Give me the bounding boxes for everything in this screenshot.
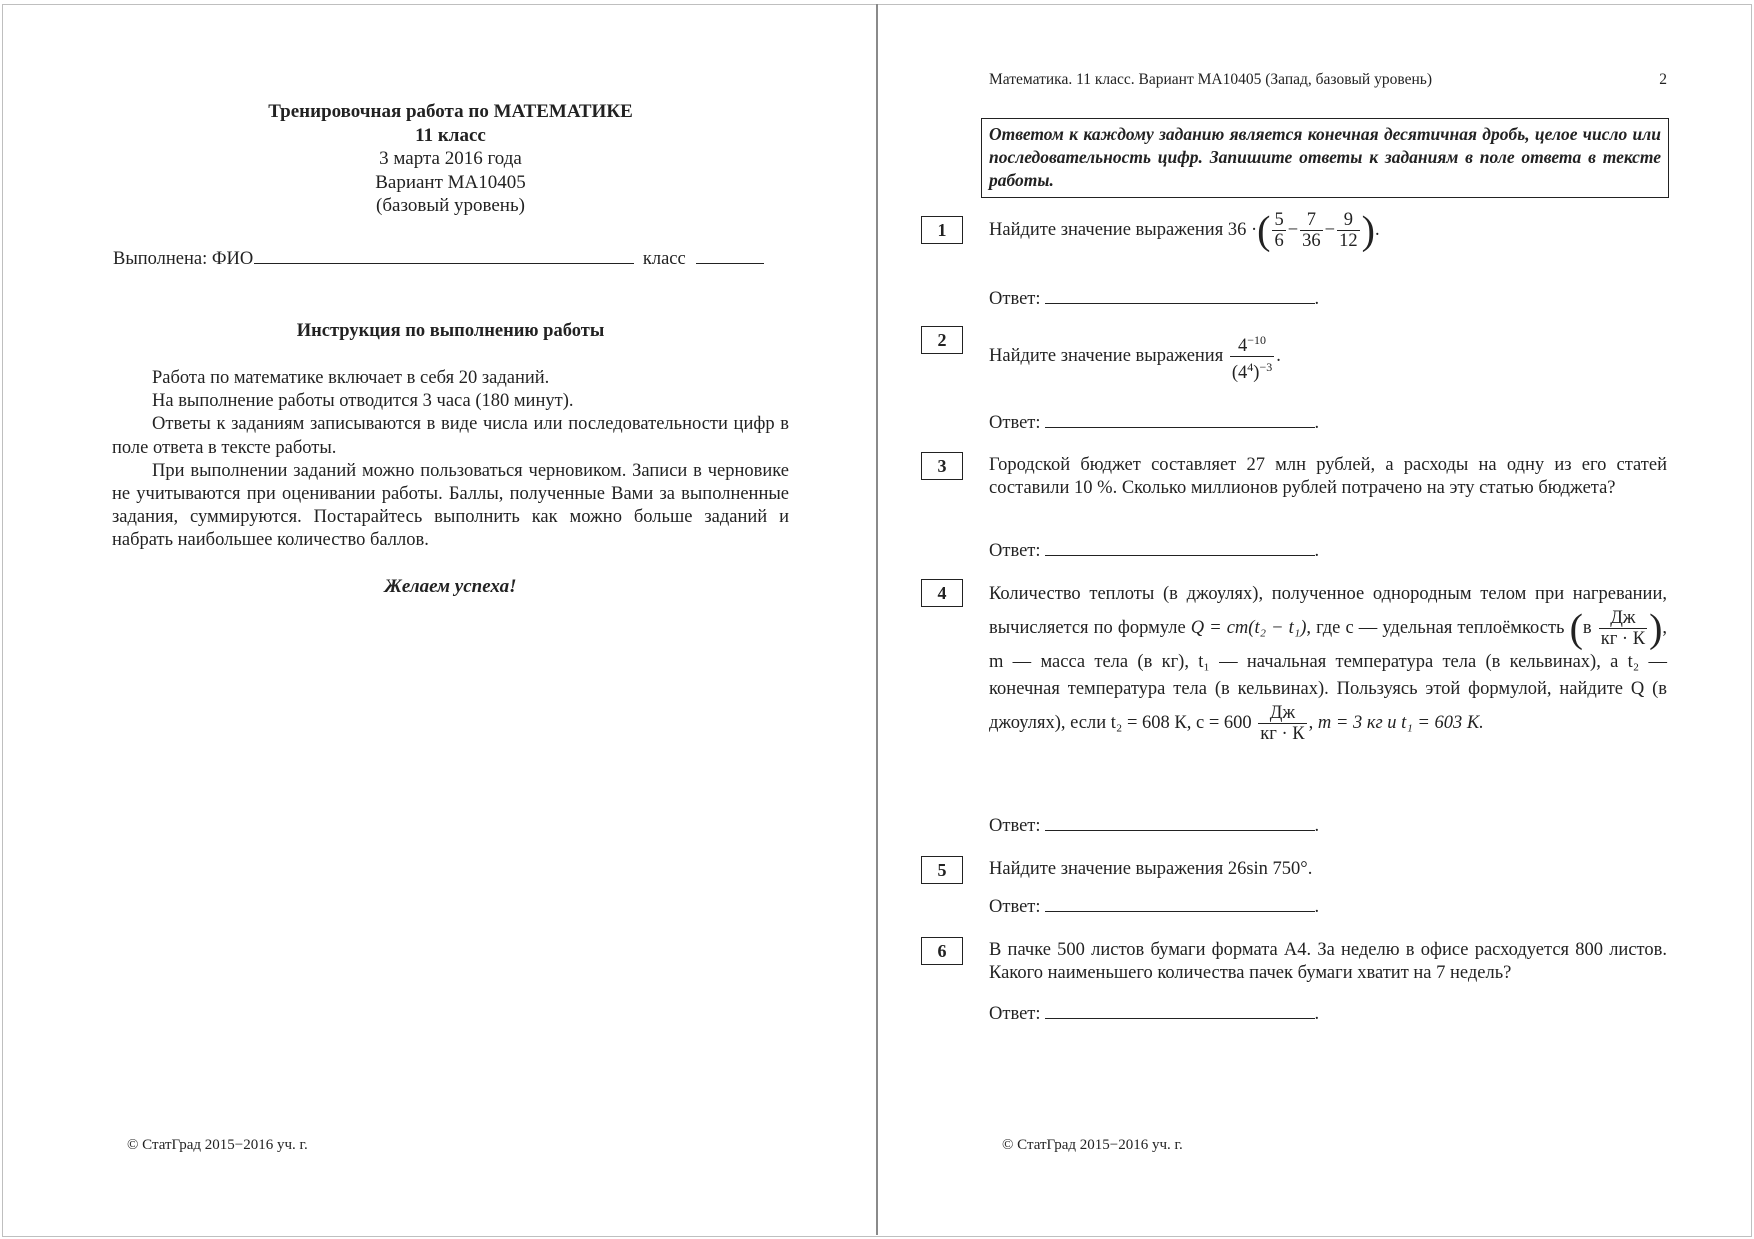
task-text: Найдите значение выражения 36 ·( $\frac{5}{6}$ − $\frac{7}{36}$ − $\frac{9}{12}$ ). [989, 207, 1380, 253]
wish-text: Желаем успеха! [384, 576, 517, 597]
answer-field[interactable] [1045, 426, 1315, 428]
task-number: 6 [921, 937, 963, 965]
answer-field[interactable] [1045, 829, 1315, 831]
answer-field[interactable] [1045, 554, 1315, 556]
answer-instruction-note: Ответом к каждому заданию является конечная десятичная дробь, целое число или последовательность цифр. Запишите ответы к заданиям в поле ответа в тексте работы. [981, 118, 1669, 198]
answer-field[interactable] [1045, 910, 1315, 912]
page-number: 2 [1659, 71, 1667, 88]
left-page [2, 4, 876, 1235]
title-line1: Тренировочная работа по МАТЕМАТИКЕ [268, 101, 633, 122]
class-label: класс [642, 249, 686, 269]
answer-row: Ответ: . [989, 413, 1320, 433]
task-text: В пачке 500 листов бумаги формата А4. За неделю в офисе расходуется 800 листов. Какого наименьшего количества пачек бумаги хватит на 7 недель? [989, 940, 1667, 983]
task-number: 2 [921, 326, 963, 354]
task-text: Количество теплоты (в джоулях), полученное однородным телом при нагревании, вычисляется по формуле Q = cm(t₂ − t₁), где c — удельная теплоёмкость (в $\frac{Дж}{кг \cdot К}$ ), m — масса тела (в кг), t₁ — начальная температура тела (в кельвинах), а t₂ — конечная температура тела (в кельвинах). Пользуясь этой формулой, найдите Q (в джоулях), если t₂ = 608 К, c = 600 $\frac{Дж}{кг \cdot К}$ , m = 3 кг и t₁ = 603 К. [989, 584, 1668, 744]
instruction-paragraph: При выполнении заданий можно пользоваться черновиком. Записи в черновике не учитываются при оценивании работы. Баллы, полученные Вами за выполненные задания, суммируются. Постарайтесь выполнить как можно больше заданий и набрать наибольшее количество баллов. [112, 460, 789, 551]
page-header [989, 71, 1667, 89]
instruction-paragraph: Ответы к заданиям записываются в виде числа или последовательности цифр в поле ответа в тексте работы. [112, 414, 789, 458]
answer-row: Ответ: . [989, 1004, 1320, 1024]
copyright: © СтатГрад 2015−2016 уч. г. [127, 1137, 308, 1153]
instructions-title: Инструкция по выполнению работы [296, 321, 605, 341]
task-text: Найдите значение выражения 26sin 750°. [989, 859, 1313, 879]
instructions [112, 367, 789, 553]
right-page [878, 4, 1750, 1235]
answer-field[interactable] [1045, 1017, 1315, 1019]
task-text: Найдите значение выражения $\frac{4^{-10}}{(4^4)^{-3}}$ . [989, 330, 1667, 383]
task-number: 4 [921, 579, 963, 607]
task-number: 3 [921, 452, 963, 480]
title-line2: 11 класс [415, 124, 486, 146]
copyright: © СтатГрад 2015−2016 уч. г. [1002, 1137, 1183, 1153]
title-level: (базовый уровень) [376, 195, 525, 216]
answer-row: Ответ: . [989, 541, 1320, 561]
task-text: Городской бюджет составляет 27 млн рублей, а расходы на одну из его статей составили 10 %. Сколько миллионов рублей потрачено на эту статью бюджета? [989, 455, 1667, 498]
answer-row: Ответ: . [989, 289, 1320, 309]
header-text: Математика. 11 класс. Вариант МА10405 (Запад, базовый уровень) [989, 71, 1432, 88]
fio-row [113, 249, 764, 270]
fio-line[interactable] [254, 262, 634, 264]
answer-row: Ответ: . [989, 897, 1320, 917]
instruction-paragraph: Работа по математике включает в себя 20 заданий. [152, 368, 550, 388]
fio-label: Выполнена: ФИО [113, 249, 254, 269]
answer-row: Ответ: . [989, 816, 1320, 836]
instruction-paragraph: На выполнение работы отводится 3 часа (180 минут). [152, 391, 574, 412]
title-block [112, 100, 789, 218]
answer-field[interactable] [1045, 302, 1315, 304]
class-line[interactable] [696, 262, 764, 264]
title-date: 3 марта 2016 года [379, 148, 522, 169]
task-number: 1 [921, 216, 963, 244]
task-number: 5 [921, 856, 963, 884]
title-variant: Вариант МА10405 [375, 171, 526, 193]
